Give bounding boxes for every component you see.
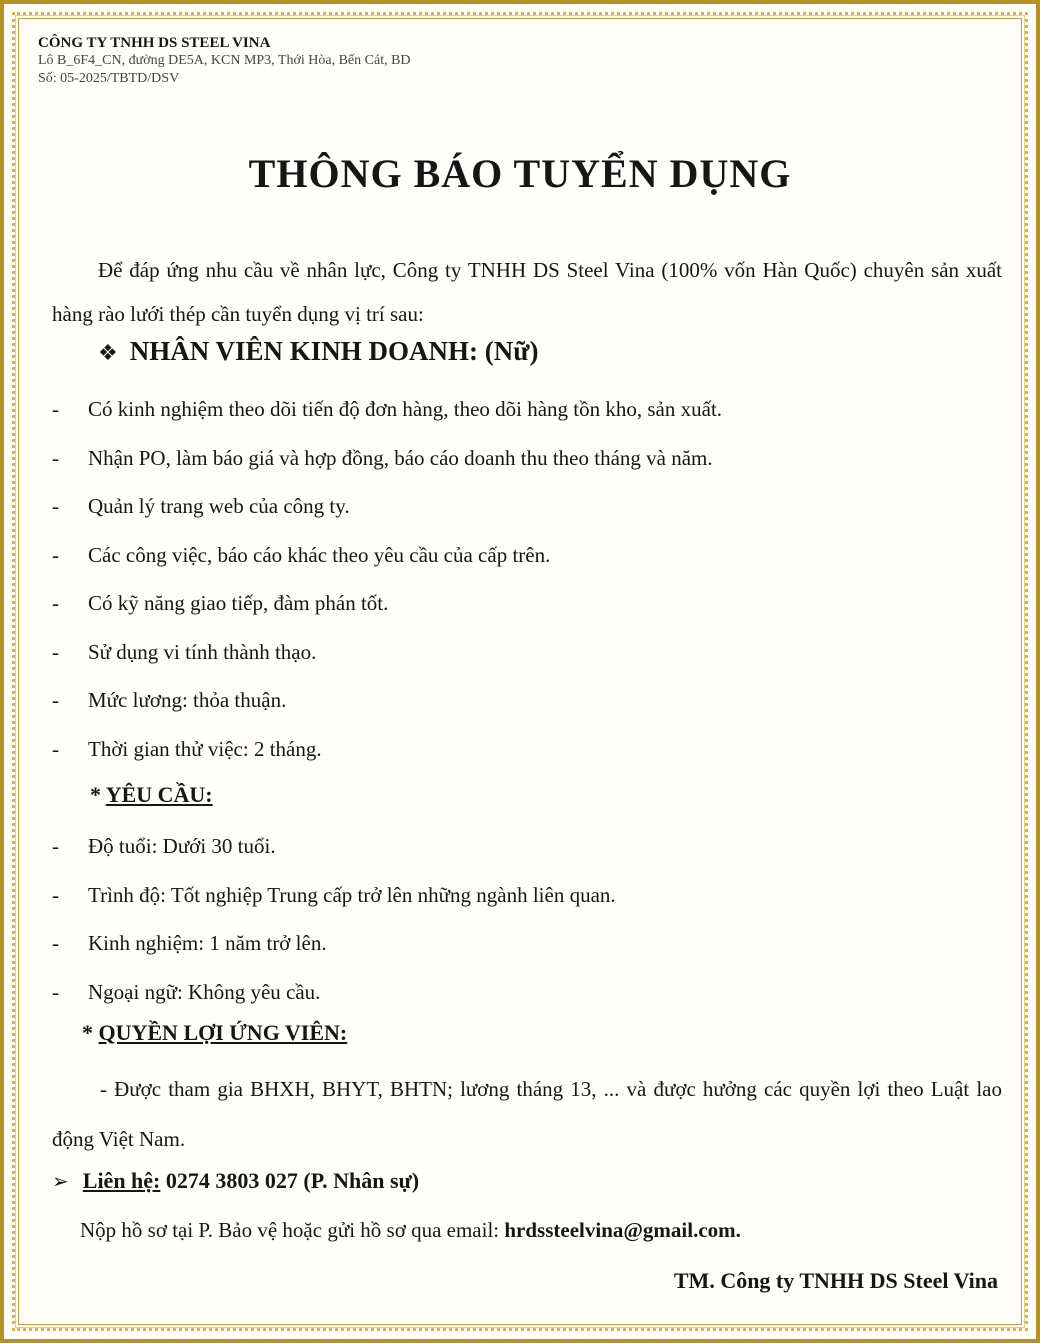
- dash-bullet: -: [52, 397, 59, 421]
- company-header: [38, 34, 1002, 88]
- page-title: THÔNG BÁO TUYỂN DỤNG: [248, 151, 792, 196]
- requirement-text: Trình độ: Tốt nghiệp Trung cấp trở lên những ngành liên quan.: [88, 882, 616, 907]
- dash-bullet: -: [52, 688, 59, 712]
- contact-line: [52, 1168, 419, 1194]
- company-name: CÔNG TY TNHH DS STEEL VINA: [38, 35, 271, 51]
- benefits-heading: [82, 1020, 347, 1046]
- submission-line: [80, 1218, 741, 1243]
- position-label: NHÂN VIÊN KINH DOANH: (Nữ): [129, 336, 539, 366]
- duty-text: Có kỹ năng giao tiếp, đàm phán tốt.: [88, 591, 389, 615]
- duty-text: Có kinh nghiệm theo dõi tiến độ đơn hàng, theo dõi hàng tồn kho, sản xuất.: [88, 397, 723, 421]
- arrow-bullet-icon: ➢: [52, 1169, 69, 1193]
- submission-text: Nộp hồ sơ tại P. Bảo vệ hoặc gửi hồ sơ qua email:: [80, 1218, 500, 1242]
- duty-text: Sử dụng vi tính thành thạo.: [88, 639, 317, 664]
- dash-bullet: -: [52, 736, 59, 761]
- dash-bullet: -: [52, 834, 59, 858]
- contact-label: Liên hệ:: [82, 1168, 161, 1193]
- list-item: [52, 878, 1002, 927]
- list-item: [52, 829, 1002, 878]
- list-item: [52, 586, 1002, 635]
- dash-bullet: -: [52, 591, 59, 615]
- star-marker: *: [82, 1020, 93, 1045]
- list-item: [52, 975, 1002, 1024]
- list-item: [52, 441, 1002, 490]
- document-number: Số: 05-2025/TBTD/DSV: [38, 71, 180, 86]
- requirements-list: [52, 829, 1002, 1023]
- list-item: [52, 392, 1002, 441]
- duty-text: Quản lý trang web của công ty.: [88, 494, 350, 518]
- list-item: [52, 489, 1002, 538]
- recruitment-notice: [38, 34, 1002, 1309]
- benefits-text: - Được tham gia BHXH, BHYT, BHTN; lương tháng 13, ... và được hưởng các quyền lợi theo Luật lao động Việt Nam.: [52, 1077, 1002, 1151]
- email-address: hrdssteelvina@gmail.com.: [504, 1218, 741, 1242]
- dash-bullet: -: [52, 445, 59, 470]
- duty-text: Nhận PO, làm báo giá và hợp đồng, báo cáo doanh thu theo tháng và năm.: [88, 445, 713, 470]
- list-item: [52, 683, 1002, 732]
- dash-bullet: -: [52, 979, 59, 1004]
- duty-text: Các công việc, báo cáo khác theo yêu cầu của cấp trên.: [88, 542, 551, 567]
- dash-bullet: -: [52, 931, 59, 955]
- list-item: [52, 732, 1002, 781]
- list-item: [52, 538, 1002, 587]
- requirements-heading: [90, 782, 213, 808]
- duties-list: [52, 392, 1002, 780]
- company-address: Lô B_6F4_CN, đường DE5A, KCN MP3, Thới Hòa, Bến Cát, BD: [38, 53, 411, 68]
- duty-text: Thời gian thử việc: 2 tháng.: [88, 736, 322, 761]
- position-heading: [98, 336, 538, 367]
- requirement-text: Độ tuổi: Dưới 30 tuổi.: [88, 834, 276, 858]
- requirements-heading-label: YÊU CẦU:: [105, 782, 213, 807]
- list-item: [52, 635, 1002, 684]
- diamond-bullet-icon: ❖: [98, 341, 118, 366]
- duty-text: Mức lương: thỏa thuận.: [88, 688, 287, 712]
- signature-line: TM. Công ty TNHH DS Steel Vina: [673, 1268, 998, 1293]
- dash-bullet: -: [52, 639, 59, 664]
- dash-bullet: -: [52, 494, 59, 518]
- benefits-heading-label: QUYỀN LỢI ỨNG VIÊN:: [98, 1020, 348, 1045]
- intro-paragraph: Để đáp ứng nhu cầu về nhân lực, Công ty TNHH DS Steel Vina (100% vốn Hàn Quốc) chuyên sản xuất hàng rào lưới thép cần tuyển dụng vị trí sau:: [52, 258, 1002, 326]
- requirement-text: Ngoại ngữ: Không yêu cầu.: [88, 979, 321, 1004]
- requirement-text: Kinh nghiệm: 1 năm trở lên.: [88, 931, 327, 955]
- contact-phone: 0274 3803 027 (P. Nhân sự): [165, 1168, 420, 1193]
- dash-bullet: -: [52, 882, 59, 907]
- star-marker: *: [90, 782, 101, 807]
- dash-bullet: -: [52, 542, 59, 567]
- list-item: [52, 926, 1002, 975]
